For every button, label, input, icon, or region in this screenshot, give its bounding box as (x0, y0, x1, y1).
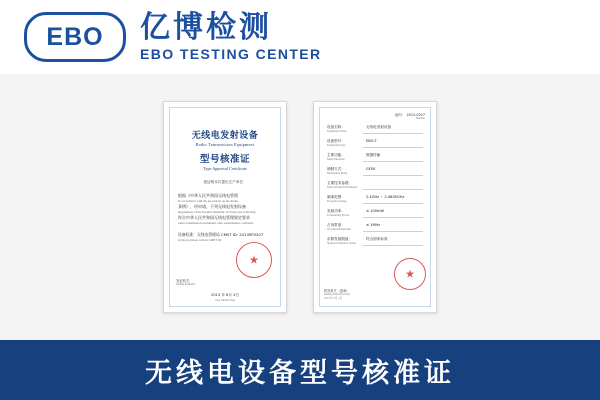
issuing-authority-label: 核发机关（盖章） (324, 289, 350, 293)
certificate-left (163, 101, 287, 313)
field-label-en: Equipment Type (327, 143, 346, 147)
field-label (327, 125, 363, 133)
cmiit-id-line (175, 232, 275, 242)
certificate-number-label: 编号： (395, 113, 406, 117)
cmiit-value: CMIIT ID: 2013SP0207 (220, 232, 264, 238)
issuing-authority-label: 发证机关 (176, 279, 190, 283)
field-value: 符合国家标准 (363, 237, 423, 246)
field-row (325, 223, 425, 232)
issue-date-left (164, 293, 286, 302)
field-row (325, 181, 425, 190)
field-label-en: Main Functions (327, 157, 345, 161)
field-row (325, 209, 425, 218)
field-value: 无线电发射设备 (363, 125, 423, 134)
field-row (325, 125, 425, 134)
certificate-left-heading (175, 128, 275, 171)
certificate-number (325, 112, 425, 120)
field-value (363, 181, 423, 190)
issue-date-value: 2013 年 6月 2日 (211, 293, 239, 297)
certificate-number-en: Number (415, 117, 425, 120)
body-line-1: 根据《中华人民共和国无线电管理 (178, 193, 238, 198)
red-seal-icon (236, 242, 272, 278)
field-value: 2.4GHz ~ 2.4835GHz (363, 195, 423, 204)
brand-block (140, 9, 322, 63)
title-cn-1: 无线电发射设备 (191, 131, 259, 141)
field-label (327, 195, 363, 203)
site-header (0, 0, 600, 74)
field-label-en: Modulation Mode (327, 171, 348, 175)
cmiit-label: 设备标准：无线电管理局 (178, 232, 220, 238)
field-label-en: Main Technical Parameters (327, 185, 358, 189)
issuing-authority-right (324, 288, 350, 300)
field-label-en: Frequency Range (327, 199, 347, 203)
issuing-authority-label-en: Issuing Authority (176, 283, 196, 286)
footer-title: 无线电设备型号核准证 (145, 357, 455, 389)
title-cn-2: 型号核准证 (199, 154, 250, 165)
logo-text: EBO (46, 22, 104, 51)
field-value: ≤ 1MHz (363, 223, 423, 232)
cmiit-en: In the provisions with its CMIIT ID: (178, 238, 222, 243)
field-label-en: Occupied Bandwidth (327, 227, 351, 231)
field-label (327, 181, 363, 189)
issue-date-right: 2013 年 6月 2日 (324, 297, 343, 300)
field-label-cn: 频率范围： (327, 195, 345, 199)
certificate-body (175, 193, 275, 226)
red-seal-icon (394, 258, 426, 290)
issue-date-en: Year Month Date (215, 298, 235, 302)
field-row (325, 237, 425, 246)
field-row (325, 167, 425, 176)
field-label (327, 153, 363, 161)
field-value: ≤ 100mW (363, 209, 423, 218)
field-label (327, 237, 363, 245)
field-label-cn: 调制方式： (327, 167, 345, 171)
issuing-authority-left (176, 278, 196, 286)
field-label-cn: 发射功率： (327, 209, 345, 213)
field-label-cn: 设备型号： (327, 139, 345, 143)
field-label (327, 223, 363, 231)
body-line-1-en: In accordance with the provisions on the Radio (178, 199, 239, 204)
field-label-cn: 设备名称： (327, 125, 345, 129)
certificate-image-area (0, 74, 600, 340)
field-label-cn: 杂散发射限值： (327, 237, 353, 241)
holder-line: 兹证明本次提出生产单位： (203, 180, 247, 184)
field-label (327, 139, 363, 147)
body-line-2-en: Regulations of the People's Republic of China, the following (178, 210, 256, 215)
field-row (325, 139, 425, 148)
field-value: GFSK (363, 167, 423, 176)
field-label-cn: 主要功能： (327, 153, 345, 157)
field-row (325, 195, 425, 204)
body-line-3: 符合中华人民共和国无线电管理规定要求 (178, 215, 250, 221)
footer-banner (0, 340, 600, 400)
field-label-cn: 主要技术参数： (327, 181, 353, 185)
field-label-cn: 占用带宽： (327, 223, 345, 227)
logo-badge (24, 12, 126, 62)
brand-name-cn: 亿博检测 (140, 9, 272, 45)
title-en-2: Type Approval Certificate (203, 166, 247, 171)
field-value: EBO-T (363, 139, 423, 148)
title-en-1: Radio Transmission Equipment (195, 142, 255, 147)
field-label-en: Equipment Name (327, 129, 347, 133)
brand-name-en: EBO TESTING CENTER (140, 46, 322, 63)
field-row (325, 153, 425, 162)
field-label-en: Spurious Emission Limits (327, 241, 357, 245)
field-label (327, 209, 363, 217)
issuing-authority-label-en: Issuing Authority (Seal) (324, 293, 350, 296)
body-line-3-en: radio transmission equipment, after examination, conforms (178, 221, 254, 226)
field-label (327, 167, 363, 175)
field-value: 数据传输 (363, 153, 423, 162)
certificate-right (313, 101, 437, 313)
certificate-number-value: 2013-0207 (406, 113, 425, 117)
field-label-en: Transmitting Power (327, 213, 350, 217)
body-line-2: 条例》、经申请，下列无线电发射设备 (178, 204, 246, 210)
